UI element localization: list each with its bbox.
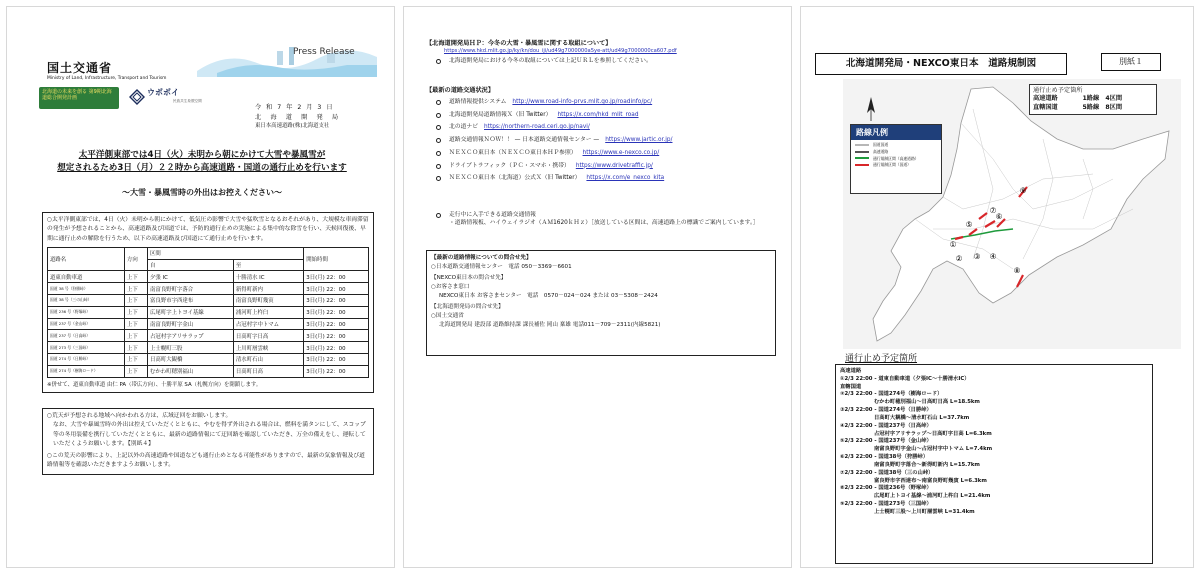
cell-start: 3日(月) 22：00 — [304, 318, 369, 330]
legend-item — [855, 163, 937, 167]
legend-label: 通行規制区間（高速道路） — [873, 155, 919, 161]
header-road: 道路名 — [48, 247, 125, 271]
cell-road: 国道 236 号（野塚峠） — [48, 306, 125, 318]
upopoy-subtitle: 民族共生象徴空間 — [173, 99, 202, 103]
traffic-link-label: 道路情報提供システム — [449, 99, 507, 105]
map-marker-7 — [990, 206, 997, 215]
traffic-link-item — [436, 99, 786, 107]
cell-road: 国道 274 号（日勝峠） — [48, 353, 125, 365]
map-marker-label: ⑨ — [1019, 186, 1027, 195]
cell-to: 新得町新内 — [233, 283, 303, 295]
map-marker-label: ② — [955, 254, 963, 263]
closure-summary-box — [42, 212, 374, 393]
map-marker-label: ⑥ — [995, 212, 1003, 221]
issuer-bureau: 北 海 道 開 発 局 — [255, 113, 340, 121]
schedule-entry-detail: 南富良野町字落合～新得町新内 L=15.7km — [874, 461, 980, 468]
cell-start: 3日(月) 22：00 — [304, 330, 369, 342]
cell-to: 日高町日高 — [233, 365, 303, 377]
table-row — [48, 318, 369, 330]
table-row — [48, 330, 369, 342]
traffic-link-url[interactable]: https://x.com/hkd_mlit_road — [557, 111, 639, 118]
cell-direction: 上下 — [124, 294, 147, 306]
traffic-link-item — [436, 150, 786, 158]
cell-road: 国道 273 号（三国峠） — [48, 342, 125, 354]
bullet-icon — [436, 138, 441, 143]
header-direction: 方向 — [124, 247, 147, 271]
schedule-entry-detail: 広尾町上トヨイ基線～浦河町上杵臼 L=21.4km — [874, 493, 991, 500]
schedule-entry: ⑥2/3 22:00 - 国道38号（狩勝峠） — [840, 454, 929, 461]
table-row — [48, 353, 369, 365]
header-to: 至 — [233, 259, 303, 271]
contact-box — [426, 250, 776, 356]
development-plan-logo: 北海道の未来を創る 第9期北海道総合開発計画 — [39, 87, 119, 109]
legend-heading: 路線凡例 — [851, 125, 941, 140]
upopoy-mark-icon — [129, 89, 145, 105]
detour-request: ○荒天が予想される地域へ向かわれる方は、広域迂回をお願いします。 — [47, 413, 232, 419]
cell-start: 3日(月) 22：00 — [304, 306, 369, 318]
cell-from: 広尾町字上トヨイ基線 — [148, 306, 234, 318]
schedule-entry: ④2/3 22:00 - 国道237号（日高峠） — [840, 422, 932, 429]
press-release-page-1 — [6, 6, 395, 568]
title-line-2: 想定されるため3日（月）２２時から高速道路・国道の通行止めを行います — [57, 163, 347, 174]
cell-direction: 上下 — [124, 342, 147, 354]
nexco-contact-heading: 【NEXCO東日本の問合せ先】 — [431, 275, 507, 282]
cell-to: 清水町石山 — [233, 353, 303, 365]
cell-from: 日高町大観橋 — [148, 353, 234, 365]
traffic-link-label: ＮＥＸＣＯ東日本（ＮＥＸＣＯ東日本ＨＰ参照） — [449, 149, 577, 156]
cell-start: 3日(月) 22：00 — [304, 342, 369, 354]
traffic-link-label: ＮＥＸＣＯ東日本（北海道）公式Ｘ（旧 Twitter） — [449, 175, 581, 182]
issuer-nexco: 東日本高速道路(株)北海道支社 — [255, 123, 330, 130]
map-marker-8 — [1014, 266, 1021, 275]
cell-to: 浦河町上杵臼 — [233, 306, 303, 318]
ministry-english-name: Ministry of Land, Infrastructure, Transport and Tourism — [47, 76, 167, 81]
press-release-label: Press Release — [293, 47, 355, 57]
table-header-row — [48, 247, 369, 259]
title-line-1: 太平洋側東部では4日（火）未明から朝にかけて大雪や暴風雪が — [78, 150, 326, 160]
schedule-entry: ⑧2/3 22:00 - 国道236号（野塚峠） — [840, 485, 932, 492]
traffic-link-item — [436, 175, 786, 183]
map-marker-1 — [950, 240, 957, 249]
other-closures-note: ○この荒天の影響により、上記以外の高速道路や国道なども通行止めとなる可能性がありますので、最新の気象情報及び道路情報等を確認いただきますようお願いします。 — [47, 453, 365, 469]
schedule-entry: 直轄国道 — [840, 383, 862, 390]
schedule-title: 通行止め予定箇所 — [845, 354, 918, 364]
legend-item — [855, 157, 937, 161]
map-marker-label: ③ — [973, 252, 981, 261]
hp-pdf-link[interactable]: https://www.hkd.mlit.go.jp/ky/kn/dou_iji/ud49g7000000a5ye-att/ud49g7000000ca607.pdf — [444, 48, 677, 54]
traffic-link-item — [436, 137, 786, 145]
table-row — [48, 342, 369, 354]
traffic-link-label: 北海道開発局道路情報Ｘ（旧 Twitter） — [449, 111, 552, 118]
map-marker-4 — [990, 252, 997, 261]
cell-road: 道東自動車道 — [48, 271, 125, 283]
bureau-ministry: ○国土交通省 — [431, 312, 464, 319]
traffic-link-url[interactable]: https://www.drivetraffic.jp/ — [575, 162, 653, 169]
closure-expressway-count: 高速道路 1路線 4区間 — [1033, 95, 1123, 103]
schedule-entry: ①2/3 22:00 - 道東自動車道（夕張IC～十勝清水IC） — [840, 375, 970, 382]
cell-start: 3日(月) 22：00 — [304, 294, 369, 306]
traffic-link-url[interactable]: http://www.road-info-prvs.mlit.go.jp/roadinfo/pc/ — [512, 99, 653, 105]
cell-from: むかわ町穂別福山 — [148, 365, 234, 377]
press-subtitle: ～大雪・暴風雪時の外出はお控えください～ — [122, 188, 282, 197]
cell-from: 富良野市字西達布 — [148, 294, 234, 306]
press-title — [27, 149, 377, 176]
bullet-icon — [436, 59, 441, 64]
map-marker-3 — [974, 252, 981, 261]
cell-start: 3日(月) 22：00 — [304, 271, 369, 283]
traffic-link-item — [436, 163, 786, 171]
cell-from: 占冠村字アリサラップ — [148, 330, 234, 342]
table-row — [48, 306, 369, 318]
cell-from: 南富良野町字落合 — [148, 283, 234, 295]
legend-line-swatch — [855, 151, 869, 153]
cell-direction: 上下 — [124, 283, 147, 295]
cell-to: 上川町層雲峡 — [233, 342, 303, 354]
table-row — [48, 271, 369, 283]
legend-label: 高速道路 — [873, 148, 889, 154]
header-from: 自 — [148, 259, 234, 271]
bullet-icon — [436, 164, 441, 169]
radio-info-row — [436, 212, 776, 227]
closure-summary-heading: 通行止め予定箇所 — [1033, 87, 1083, 94]
map-marker-label: ⑦ — [989, 206, 997, 215]
legend-label: 通行規制区間（国道） — [873, 162, 911, 168]
latest-traffic-heading: 【最新の道路交通状況】 — [426, 87, 495, 94]
schedule-entry: ⑦2/3 22:00 - 国道38号（三の山峠） — [840, 469, 934, 476]
issue-info — [255, 103, 395, 131]
map-marker-label: ⑧ — [1013, 266, 1021, 275]
table-note: ※併せて、道東自動車道 由仁 PA（帯広方向）、十勝平原 SA（札幌方向）を閉鎖します。 — [47, 381, 262, 388]
hp-section-heading: 【北海道開発局ＨＰ：今冬の大雪・暴風雪に関する取組について】 — [426, 40, 612, 47]
closure-table — [47, 247, 369, 378]
schedule-entry-detail: 富良野市字西達布～南富良野町幾寅 L=6.3km — [874, 477, 987, 484]
ministry-name: 国土交通省 — [47, 61, 113, 75]
cell-direction: 上下 — [124, 353, 147, 365]
traffic-link-item — [436, 112, 786, 120]
map-title: 北海道開発局・NEXCO東日本 道路規制図 — [815, 53, 1067, 75]
cell-to: 南富良野町幾寅 — [233, 294, 303, 306]
route-legend — [850, 124, 942, 194]
schedule-entry-detail: むかわ町穂別福山～日高町日高 L=18.5km — [874, 399, 980, 406]
traffic-link-url[interactable]: https://x.com/e_nexco_kita — [586, 175, 665, 182]
cell-start: 3日(月) 22：00 — [304, 365, 369, 377]
bureau-phone: 北海道開発局 建設部 道路維持課 課長補佐 岡山 稟雄 電話011－709－2311(内線5821) — [439, 321, 661, 328]
map-marker-label: ④ — [989, 252, 997, 261]
bullet-icon — [436, 176, 441, 181]
bullet-icon — [436, 113, 441, 118]
legend-label: 国道国道 — [873, 142, 889, 147]
closure-summary — [1029, 84, 1157, 115]
table-row — [48, 365, 369, 377]
bullet-icon — [436, 151, 441, 156]
closure-schedule-box — [835, 364, 1153, 564]
hokkaido-map — [843, 79, 1181, 349]
schedule-entry-detail: 日高町大観橋～清水町石山 L=37.7km — [874, 414, 970, 421]
bureau-contact-heading: 【北海道開発局の問合せ先】 — [431, 304, 504, 311]
header-section: 区間 — [148, 247, 304, 259]
contact-heading: 【最新の道路情報についての問合せ先】 — [431, 255, 532, 261]
hp-note-row — [436, 58, 652, 66]
schedule-entry-detail: 南富良野町字金山～占冠村字中トマム L=7.4km — [874, 446, 993, 453]
press-release-page-2 — [403, 6, 792, 568]
cell-direction: 上下 — [124, 318, 147, 330]
legend-line-swatch — [855, 144, 869, 146]
table-row — [48, 294, 369, 306]
schedule-entry: ⑨2/3 22:00 - 国道273号（三国峠） — [840, 501, 932, 508]
traffic-link-url[interactable]: https://www.jartic.or.jp/ — [605, 137, 673, 144]
nexco-phone: NEXCO東日本 お客さまセンター 電話 0570－024－024 または 03－5308－2424 — [439, 292, 658, 299]
traffic-link-url[interactable]: https://northern-road.ceri.go.jp/navi/ — [484, 124, 590, 131]
cell-from: 南富良野町字金山 — [148, 318, 234, 330]
bullet-icon — [436, 213, 441, 218]
cell-from: 夕張 IC — [148, 271, 234, 283]
traffic-link-list — [436, 99, 786, 188]
cell-direction: 上下 — [124, 271, 147, 283]
cell-road: 国道 274 号（樹海ロード） — [48, 365, 125, 377]
legend-line-swatch — [855, 164, 869, 166]
upopoy-logo-text: ウポポイ — [147, 88, 179, 97]
schedule-entry: ⑤2/3 22:00 - 国道237号（金山峠） — [840, 438, 932, 445]
map-marker-label: ⑤ — [965, 220, 973, 229]
radio-info-detail: ・道路情報板、ハイウェイラジオ（ＡＭ1620ｋＨｚ）［放送している区間は、高速道路上の標識でご案内しています。］ — [449, 219, 759, 226]
closure-national-count: 直轄国道 5路線 8区間 — [1033, 103, 1123, 111]
legend-line-swatch — [855, 157, 869, 159]
issue-date: 令 和 7 年 2 月 3 日 — [255, 104, 335, 111]
traffic-link-item — [436, 124, 786, 132]
outing-caution: なお、大雪や暴風雪時の外出は控えていただくとともに、やむを得ず外出される場合は、燃料を満タンにして、スコップ等の冬用装備を携行していただくとともに、最新の道路情報にて迂回路を確認していただき、万全の備えをし、運転していただくようお願いします。【別紙４】 — [53, 422, 366, 447]
map-marker-label: ① — [949, 240, 957, 249]
cell-road: 国道 237 号（金山峠） — [48, 318, 125, 330]
nexco-window: ○お客さま窓口 — [431, 283, 470, 290]
traffic-link-url[interactable]: https://www.e-nexco.co.jp/ — [582, 149, 660, 156]
schedule-entry-detail: 占冠村字アリサラップ～日高町字日高 L=6.3km — [874, 430, 992, 437]
cell-to: 占冠村字中トマム — [233, 318, 303, 330]
header-start: 開始時間 — [304, 247, 369, 271]
traffic-link-label: 北の道ナビ — [449, 124, 478, 131]
schedule-entry: 高速道路 — [840, 368, 862, 374]
cell-to: 日高町字日高 — [233, 330, 303, 342]
cell-road: 国道 237 号（日高峠） — [48, 330, 125, 342]
hp-note: 北海道開発局における今冬の取組については上記ＵＲＬを参照してください。 — [449, 58, 652, 64]
map-marker-5 — [966, 220, 973, 229]
cell-to: 十勝清水 IC — [233, 271, 303, 283]
schedule-entry: ③2/3 22:00 - 国道274号（日勝峠） — [840, 407, 932, 414]
radio-info-title: 走行中に入手できる道路交通情報 — [449, 212, 536, 218]
legend-item — [855, 143, 937, 147]
cell-road: 国道 38 号（狩勝峠） — [48, 283, 125, 295]
jartic-contact: ○日本道路交通情報センター 電話 050－3369－6601 — [431, 263, 572, 270]
traffic-link-label: 道路交通情報ＮＯＷ！！ — 日本道路交通情報センター — — [449, 137, 600, 144]
legend-item — [855, 150, 937, 154]
bullet-icon — [436, 100, 441, 105]
cell-direction: 上下 — [124, 365, 147, 377]
schedule-entry: ②2/3 22:00 - 国道274号（樹海ロード） — [840, 391, 943, 398]
map-marker-9 — [1020, 186, 1027, 195]
detour-notice-box — [42, 408, 374, 475]
cell-start: 3日(月) 22：00 — [304, 353, 369, 365]
bullet-icon — [436, 125, 441, 130]
map-marker-6 — [996, 212, 1003, 221]
cell-direction: 上下 — [124, 306, 147, 318]
intro-text: ○太平洋側東部では、4日（火）未明から朝にかけて、低気圧の影響で大雪や猛吹雪となるおそれがあり、大規模な車両滞留の発生が予想されることから、高速道路及び国道では、予防的通行止めの実施による集中的な除雪を行い、天候回復後、早期に通行止めの解除を行うため、以下の高速道路及び国道にて通行止めを行います。 — [47, 217, 369, 242]
road-regulation-map-page — [800, 6, 1194, 568]
cell-direction: 上下 — [124, 330, 147, 342]
traffic-link-label: ドライブトラフィック（ＰＣ・スマホ・携帯） — [449, 162, 570, 169]
cell-start: 3日(月) 22：00 — [304, 283, 369, 295]
table-row — [48, 283, 369, 295]
cell-from: 上士幌町三股 — [148, 342, 234, 354]
schedule-entry-detail: 上士幌町三股～上川町層雲峡 L=31.4km — [874, 508, 975, 515]
map-marker-2 — [956, 254, 963, 263]
attachment-label: 別紙１ — [1101, 53, 1161, 71]
cell-road: 国道 38 号（三の山峠） — [48, 294, 125, 306]
